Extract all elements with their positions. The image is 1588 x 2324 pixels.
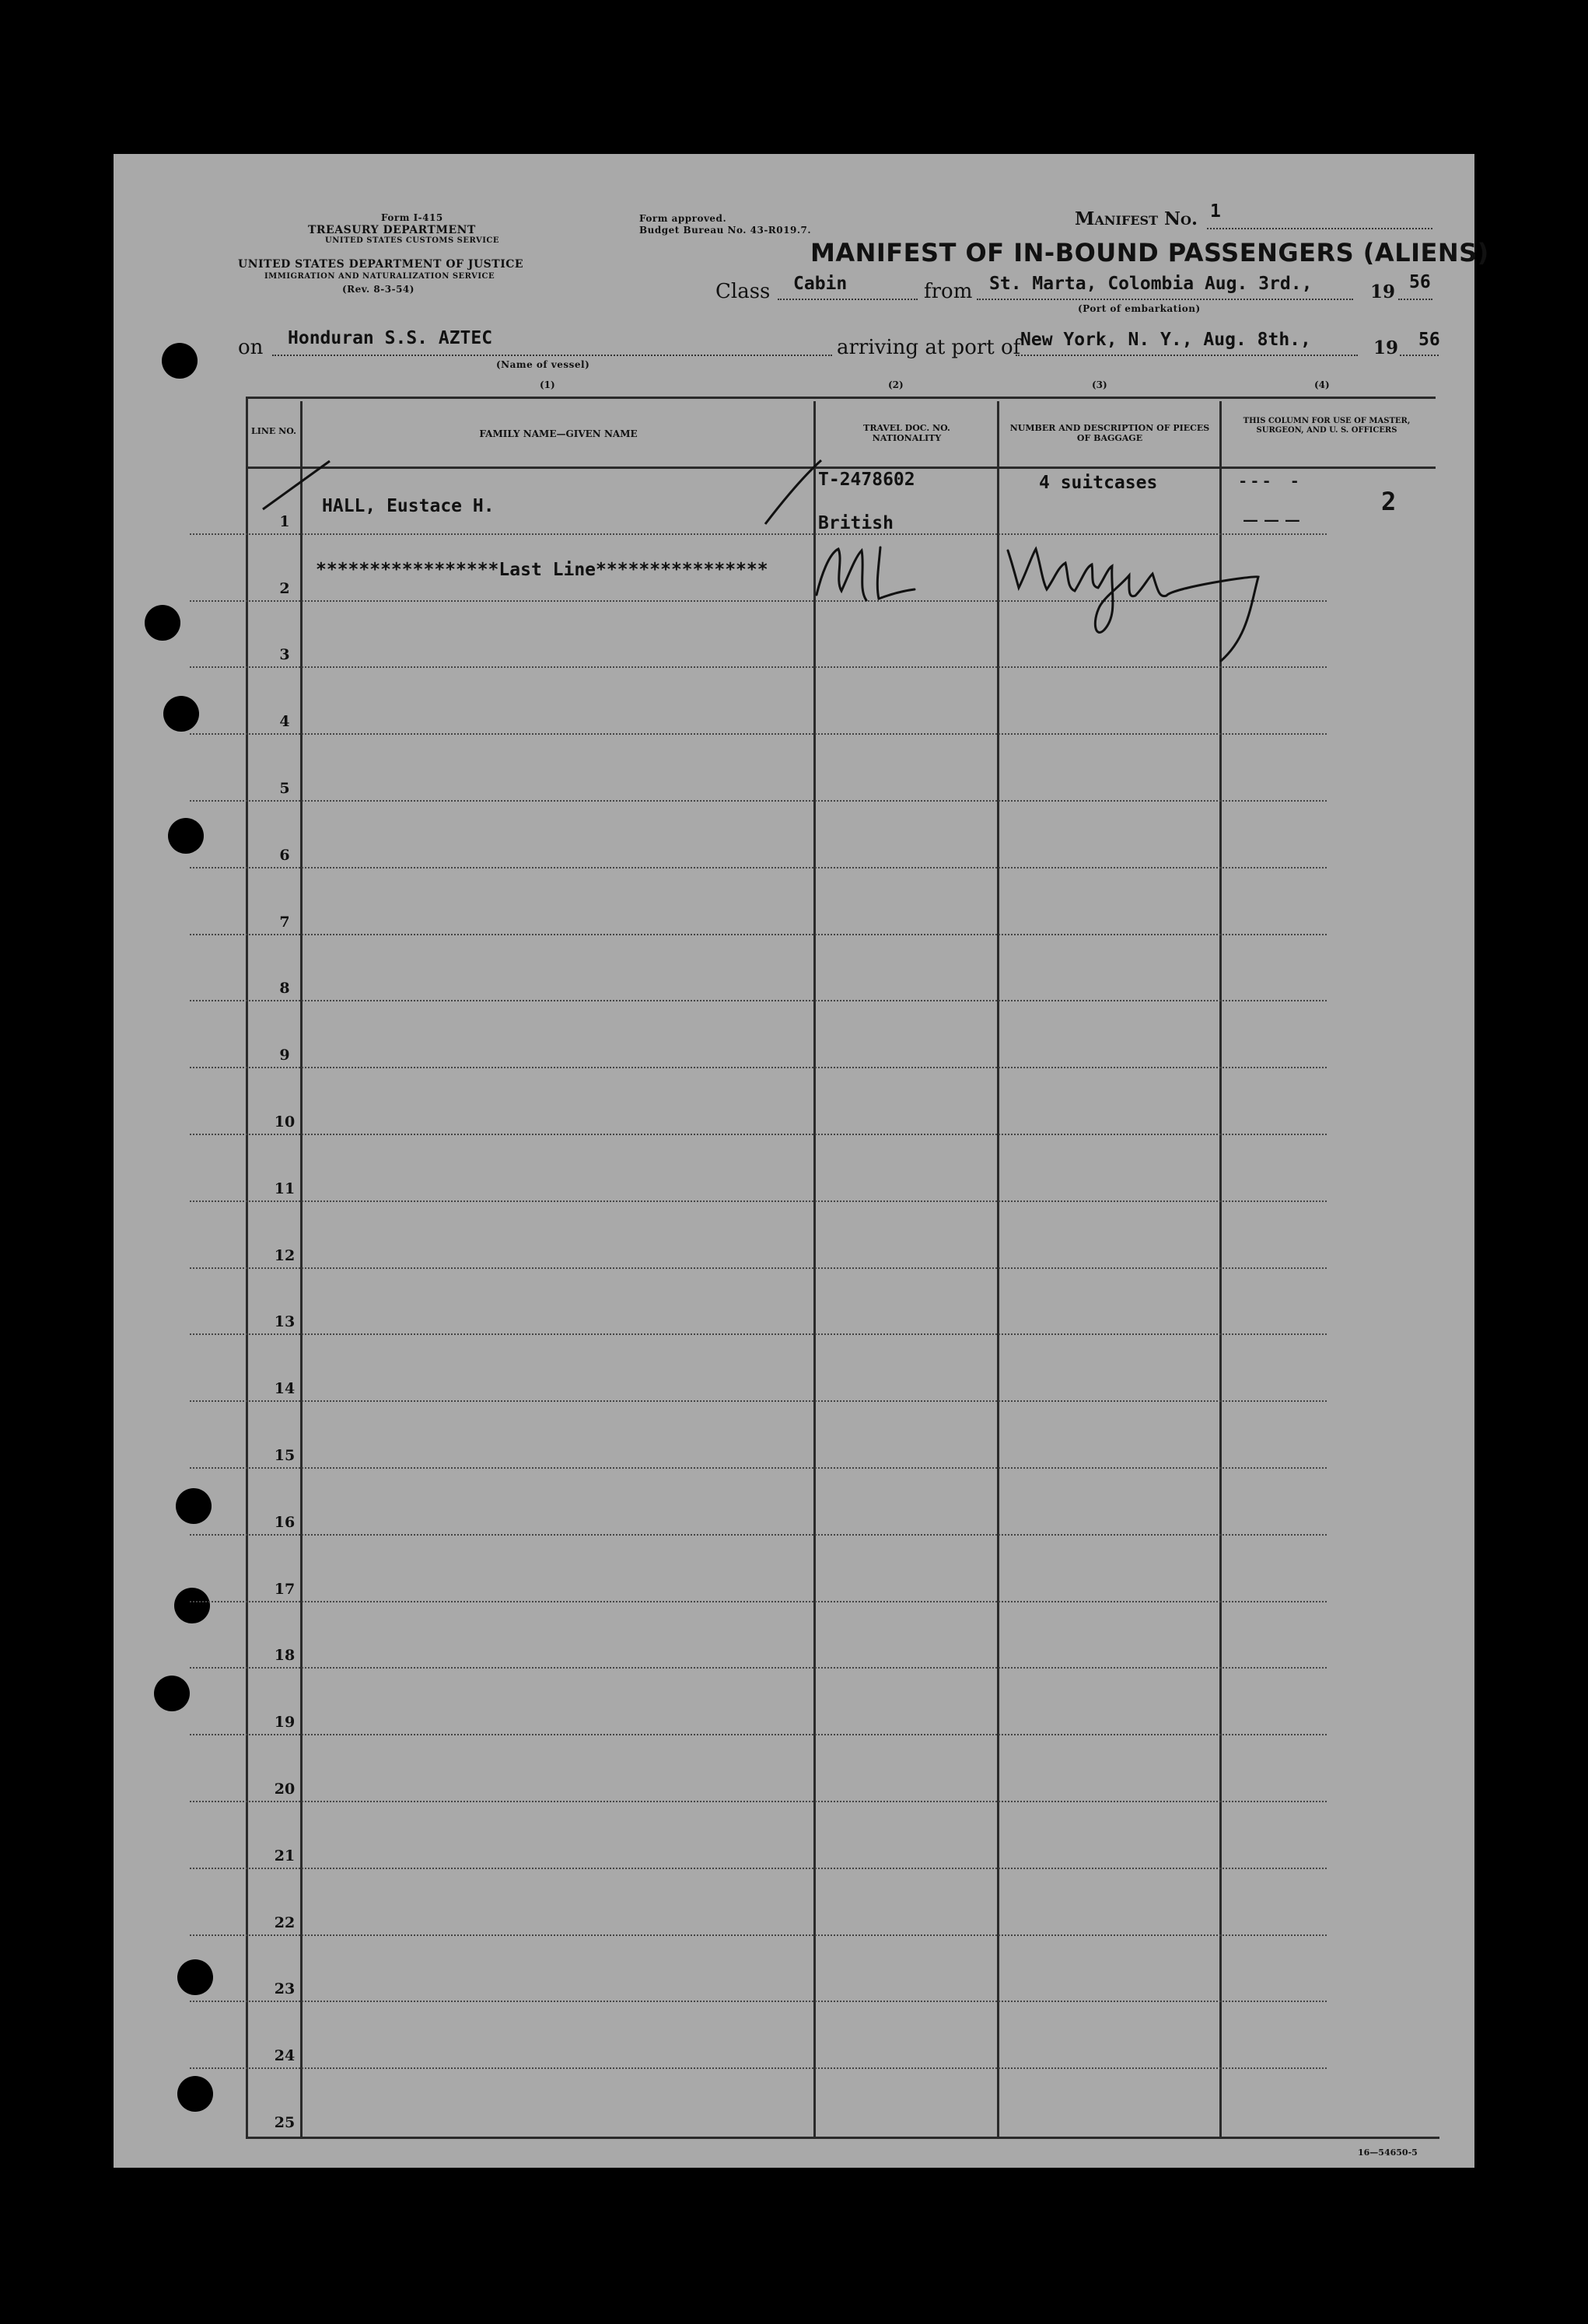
line-number: 18 xyxy=(274,1647,296,1664)
line-number: 6 xyxy=(279,847,290,864)
table-row xyxy=(190,733,1327,735)
table-row xyxy=(190,1000,1327,1001)
vessel-caption: (Name of vessel) xyxy=(496,359,590,370)
on-label: on xyxy=(238,336,264,359)
from-label: from xyxy=(924,280,973,303)
table-row xyxy=(190,1667,1327,1669)
table-row xyxy=(190,533,1327,535)
port-embarkation-caption: (Port of embarkation) xyxy=(1078,303,1201,314)
arriving-label: arriving at port of xyxy=(837,336,1021,359)
passenger-name: HALL, Eustace H. xyxy=(322,496,495,516)
table-row xyxy=(190,2001,1327,2002)
col-divider-name xyxy=(813,401,816,2138)
table-row xyxy=(190,666,1327,668)
line-number: 3 xyxy=(279,646,290,663)
class-line xyxy=(778,299,918,300)
table-row xyxy=(190,1067,1327,1068)
line-number: 21 xyxy=(274,1847,296,1864)
line-number: 1 xyxy=(279,513,290,530)
col-number-2: (2) xyxy=(888,379,904,390)
line-number: 2 xyxy=(279,580,290,597)
year-2: 56 xyxy=(1418,330,1440,350)
line-number: 7 xyxy=(279,914,290,931)
manifest-number-label: Manifest No. xyxy=(1075,208,1198,229)
table-row xyxy=(190,2067,1327,2069)
binder-hole xyxy=(162,343,198,379)
col-divider-doc xyxy=(997,401,999,2138)
officer-dashes: — — — xyxy=(1243,510,1300,529)
col-divider-baggage xyxy=(1219,401,1222,2138)
table-row xyxy=(190,1400,1327,1402)
last-line-marker: *****************Last Line**************** xyxy=(316,560,768,580)
binder-hole xyxy=(176,1488,212,1524)
arrival-port-value: New York, N. Y., Aug. 8th., xyxy=(1020,330,1311,350)
col-number-1: (1) xyxy=(540,379,555,390)
table-row xyxy=(190,1601,1327,1602)
binder-hole xyxy=(174,1588,210,1623)
binder-hole xyxy=(177,1959,213,1995)
binder-hole xyxy=(145,605,180,641)
from-line xyxy=(977,299,1353,300)
class-label: Class xyxy=(715,280,771,303)
table-row xyxy=(190,867,1327,868)
binder-hole xyxy=(163,696,199,732)
line-number: 23 xyxy=(274,1980,296,1997)
line-number: 8 xyxy=(279,980,290,997)
table-row xyxy=(190,934,1327,935)
year-2-line xyxy=(1400,355,1439,356)
manifest-title: MANIFEST OF IN-BOUND PASSENGERS (ALIENS) xyxy=(810,238,1489,267)
col-number-3: (3) xyxy=(1092,379,1107,390)
manifest-number-line xyxy=(1207,228,1432,229)
header-travel-doc: TRAVEL DOC. NO. NATIONALITY xyxy=(863,423,950,443)
table-header-bottom xyxy=(246,467,1436,469)
year-prefix-2: 19 xyxy=(1373,337,1399,358)
header-officers: THIS COLUMN FOR USE OF MASTER, SURGEON, AND U. S. OFFICERS xyxy=(1243,417,1411,435)
line-number: 24 xyxy=(274,2047,296,2064)
manifest-number: 1 xyxy=(1210,201,1221,222)
table-row xyxy=(190,1934,1327,1936)
table-row xyxy=(190,1267,1327,1269)
from-value: St. Marta, Colombia Aug. 3rd., xyxy=(989,274,1313,294)
table-row xyxy=(190,1467,1327,1469)
officer-mark: 2 xyxy=(1381,487,1397,516)
line-number: 15 xyxy=(274,1447,296,1464)
line-number: 13 xyxy=(274,1313,296,1330)
table-row xyxy=(190,800,1327,802)
line-number: 9 xyxy=(279,1047,290,1064)
manifest-page xyxy=(114,154,1474,2168)
line-number: 14 xyxy=(274,1380,296,1397)
table-row xyxy=(190,1200,1327,1202)
revision-date: (Rev. 8-3-54) xyxy=(342,284,414,295)
class-value: Cabin xyxy=(793,274,848,294)
travel-doc-number: T-2478602 xyxy=(818,470,915,490)
footer-code: 16—54650-5 xyxy=(1358,2148,1418,2158)
line-number: 22 xyxy=(274,1914,296,1931)
arriving-line xyxy=(1016,355,1358,356)
officer-dashes: - - - - xyxy=(1240,471,1298,490)
table-row xyxy=(190,1534,1327,1536)
binder-hole xyxy=(154,1676,190,1711)
table-row xyxy=(190,1134,1327,1135)
line-number: 20 xyxy=(274,1781,296,1798)
customs-service: UNITED STATES CUSTOMS SERVICE xyxy=(325,236,499,245)
line-number: 19 xyxy=(274,1714,296,1731)
table-bottom-border xyxy=(246,2137,1439,2139)
table-row xyxy=(190,600,1327,602)
form-approved: Form approved. xyxy=(639,213,727,224)
line-number: 12 xyxy=(274,1247,296,1264)
baggage-description: 4 suitcases xyxy=(1039,473,1158,493)
line-number: 17 xyxy=(274,1581,296,1598)
department-of-justice: UNITED STATES DEPARTMENT OF JUSTICE xyxy=(238,258,524,271)
line-number: 5 xyxy=(279,780,290,797)
header-family-name: FAMILY NAME—GIVEN NAME xyxy=(479,428,638,439)
budget-bureau: Budget Bureau No. 43-R019.7. xyxy=(639,225,812,236)
header-baggage: NUMBER AND DESCRIPTION OF PIECES OF BAGGAGE xyxy=(1009,423,1210,443)
nationality: British xyxy=(818,513,894,533)
binder-hole xyxy=(177,2076,213,2112)
year-1: 56 xyxy=(1409,272,1431,292)
line-number: 16 xyxy=(274,1514,296,1531)
year-prefix-1: 19 xyxy=(1370,281,1396,302)
line-number: 11 xyxy=(274,1180,296,1197)
vessel-line xyxy=(272,355,832,356)
header-line-no: LINE NO. xyxy=(251,426,296,436)
table-row xyxy=(190,1868,1327,1869)
line-number: 4 xyxy=(279,713,290,730)
year-1-line xyxy=(1398,299,1432,300)
ins-line: IMMIGRATION AND NATURALIZATION SERVICE xyxy=(264,272,495,281)
table-top-border xyxy=(246,397,1436,399)
vessel-name: Honduran S.S. AZTEC xyxy=(288,328,493,348)
line-number: 25 xyxy=(274,2114,296,2131)
table-row xyxy=(190,1801,1327,1802)
form-number: Form I-415 xyxy=(381,212,443,223)
line-number: 10 xyxy=(274,1113,296,1131)
table-row xyxy=(190,1734,1327,1735)
table-row xyxy=(190,1333,1327,1335)
col-number-4: (4) xyxy=(1314,379,1330,390)
treasury-department: TREASURY DEPARTMENT xyxy=(308,224,476,236)
binder-hole xyxy=(168,818,204,854)
